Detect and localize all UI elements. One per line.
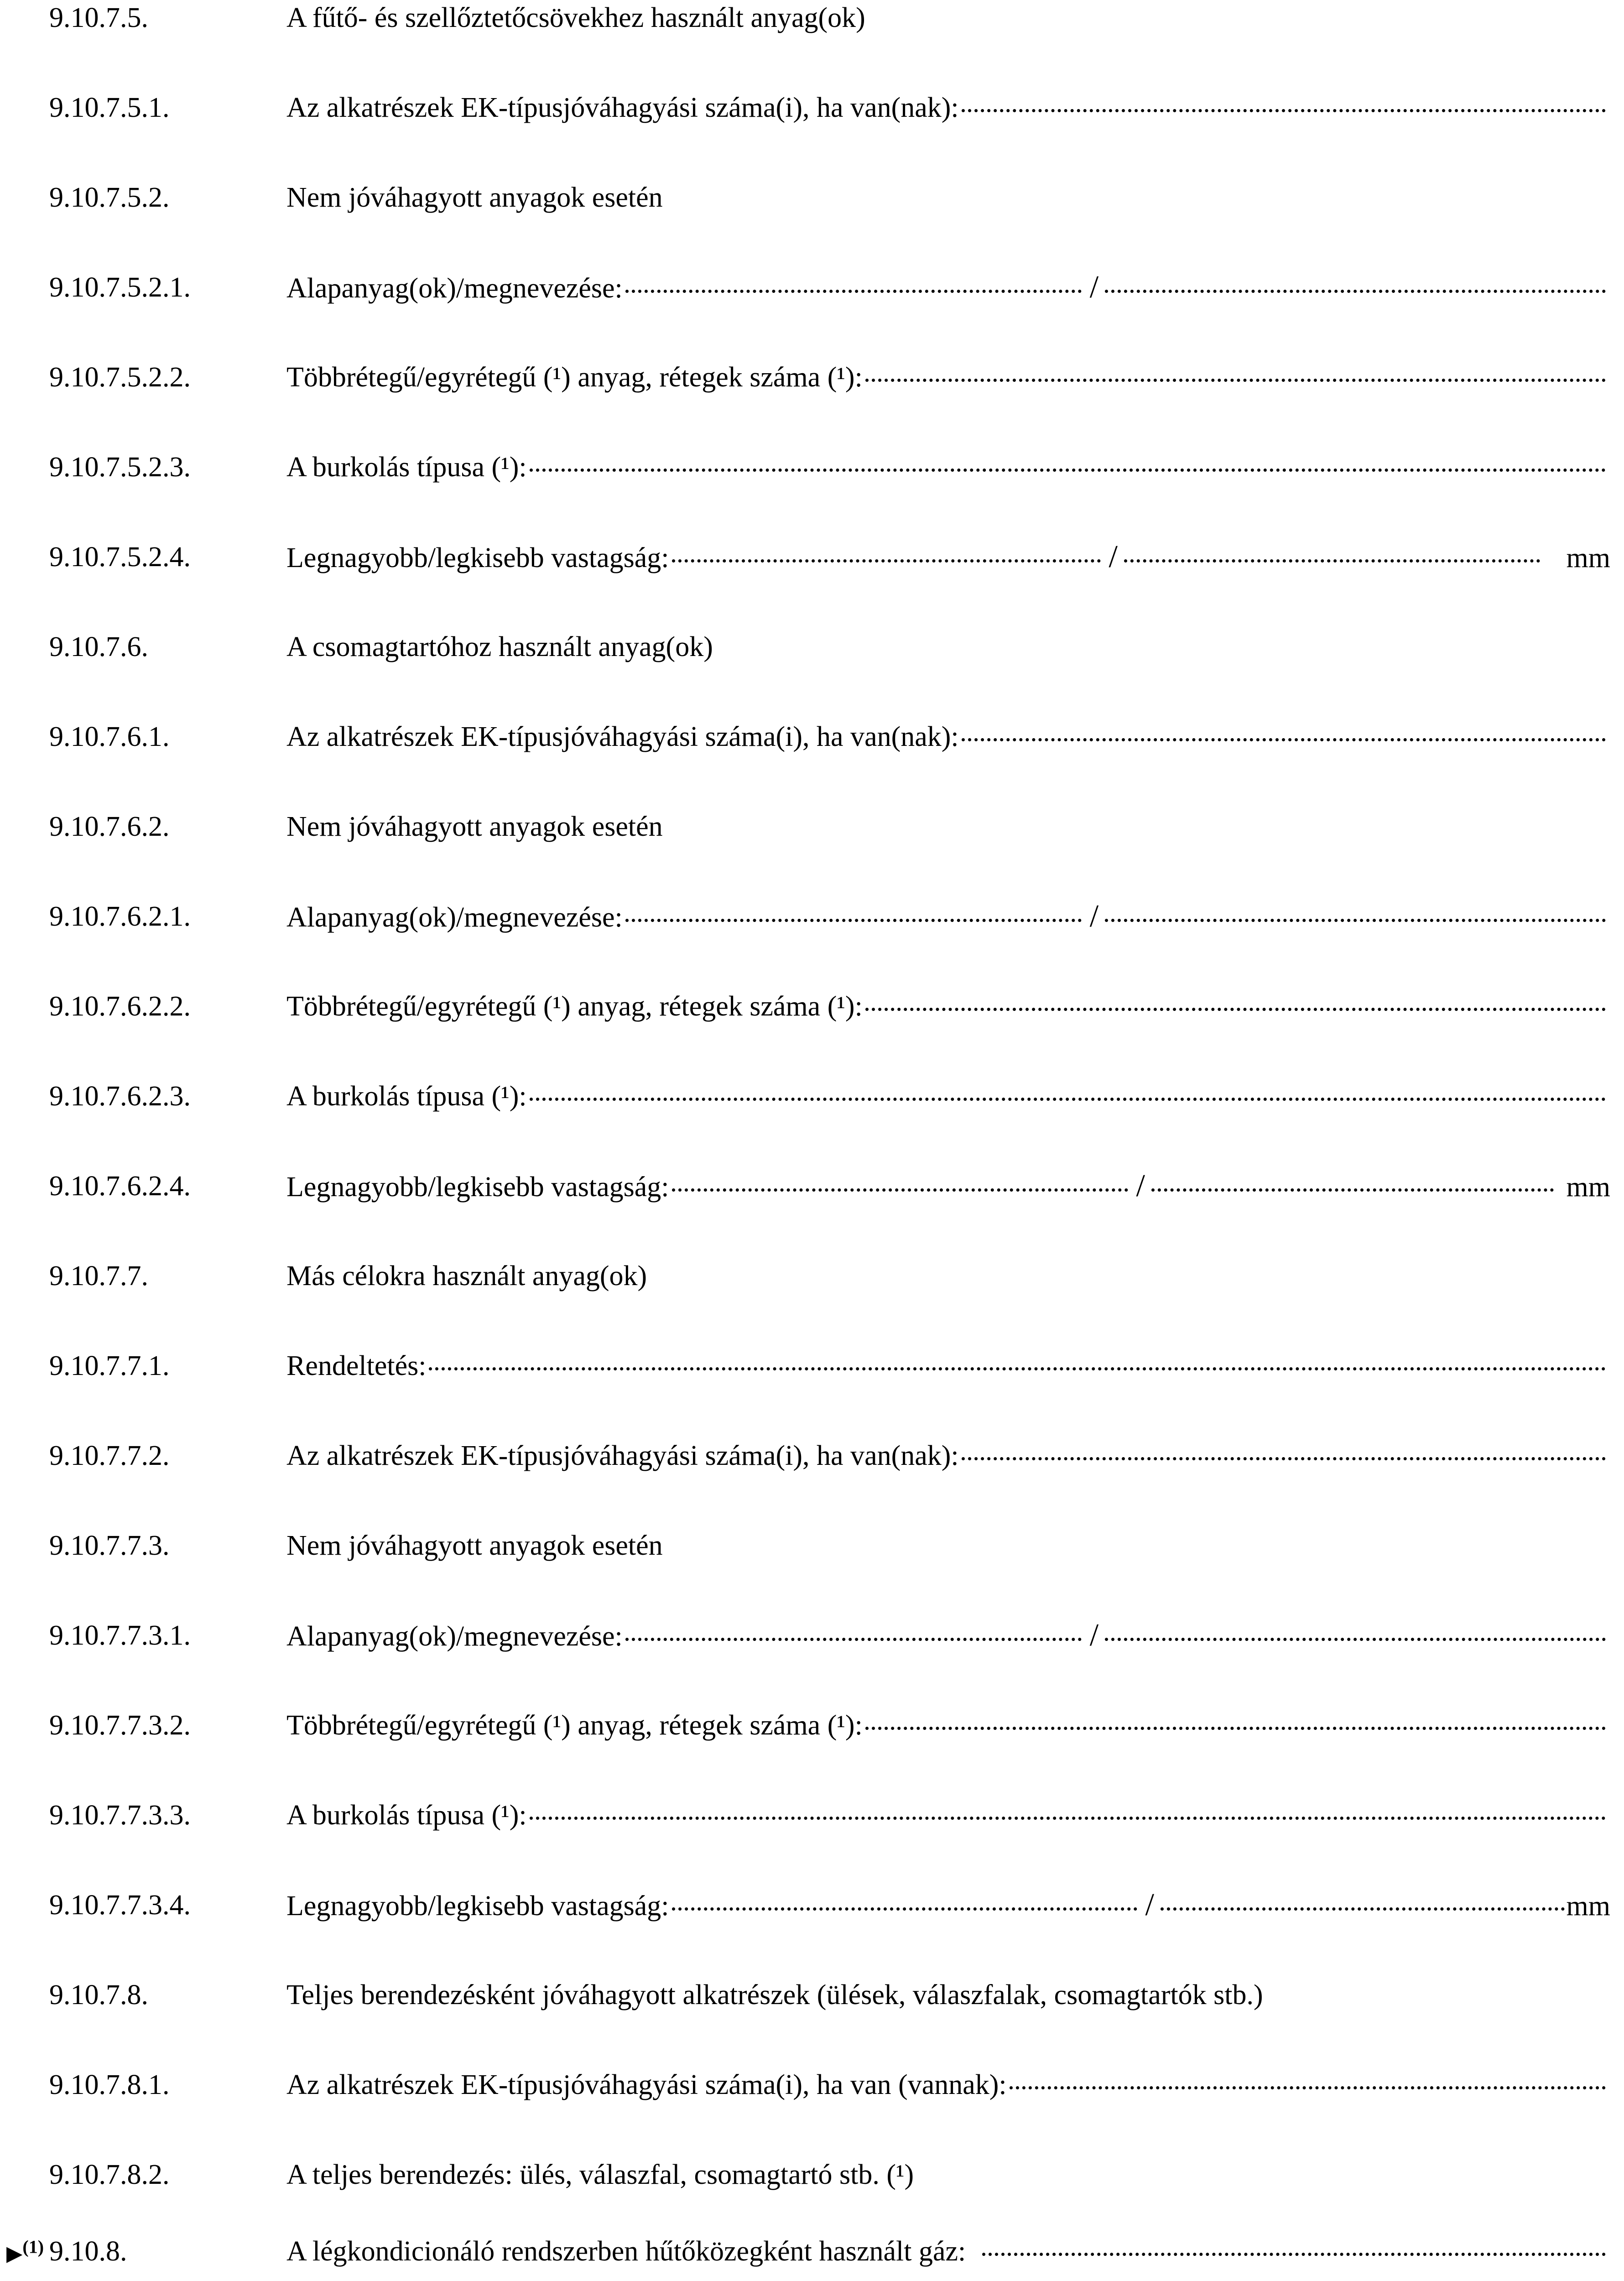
field-label: A burkolás típusa (¹): — [286, 452, 527, 483]
field-label: A légkondicionáló rendszerben hűtőközegként használt gáz: — [286, 2236, 966, 2267]
field-label: Rendeltetés: — [286, 1350, 427, 1381]
section-heading: Nem jóváhagyott anyagok esetén — [286, 1530, 663, 1561]
field-number: 9.10.7.5.1. — [49, 92, 170, 123]
fill-in-dotted-line[interactable] — [1151, 1188, 1554, 1192]
slash-separator: / — [1136, 1168, 1145, 1203]
fill-in-dotted-line[interactable] — [962, 1457, 1606, 1460]
slash-separator: / — [1109, 539, 1118, 574]
field-label: Az alkatrészek EK-típusjóváhagyási száma(i), ha van(nak): — [286, 92, 959, 123]
fill-in-dotted-line[interactable] — [625, 1638, 1082, 1641]
slash-separator: / — [1089, 899, 1099, 934]
field-number: 9.10.7.7.2. — [49, 1440, 170, 1471]
fill-in-dotted-line[interactable] — [865, 1727, 1606, 1730]
section-heading: A teljes berendezés: ülés, válaszfal, csomagtartó stb. (¹) — [286, 2159, 914, 2190]
unit-label: mm — [1566, 1890, 1610, 1922]
unit-label: mm — [1566, 542, 1610, 573]
field-number: 9.10.7.6.2.2. — [49, 991, 191, 1022]
unit-label: mm — [1566, 1172, 1610, 1203]
field-number: 9.10.7.7.3.2. — [49, 1710, 191, 1741]
section-heading: Nem jóváhagyott anyagok esetén — [286, 811, 663, 842]
field-number: 9.10.7.8.1. — [49, 2069, 170, 2100]
section-number: 9.10.7.6.2. — [49, 811, 170, 842]
section-heading: Nem jóváhagyott anyagok esetén — [286, 182, 663, 213]
fill-in-dotted-line[interactable] — [672, 1907, 1137, 1911]
fill-in-dotted-line[interactable] — [962, 109, 1606, 112]
field-number: 9.10.7.6.2.1. — [49, 901, 191, 932]
field-label: Legnagyobb/legkisebb vastagság: — [286, 1890, 669, 1922]
fill-in-dotted-line[interactable] — [962, 738, 1606, 741]
field-number: 9.10.7.7.3.3. — [49, 1800, 191, 1831]
field-label: A burkolás típusa (¹): — [286, 1800, 527, 1831]
fill-in-dotted-line[interactable] — [1161, 1907, 1565, 1911]
fill-in-dotted-line[interactable] — [982, 2253, 1606, 2256]
slash-separator: / — [1145, 1887, 1154, 1922]
fill-in-dotted-line[interactable] — [1105, 1638, 1606, 1641]
section-heading: Teljes berendezésként jóváhagyott alkatrészek (ülések, válaszfalak, csomagtartók stb.) — [286, 1979, 1263, 2010]
fill-in-dotted-line[interactable] — [1105, 919, 1606, 922]
fill-in-dotted-line[interactable] — [625, 290, 1082, 293]
fill-in-dotted-line[interactable] — [625, 919, 1082, 922]
field-number: 9.10.7.5.2.4. — [49, 542, 191, 573]
fill-in-dotted-line[interactable] — [865, 1008, 1606, 1011]
fill-in-dotted-line[interactable] — [530, 1817, 1606, 1820]
section-number: 9.10.7.7. — [49, 1260, 148, 1292]
field-number: 9.10.7.5.2.2. — [49, 362, 191, 393]
field-number: 9.10.8. — [49, 2236, 127, 2267]
section-number: 9.10.7.8.2. — [49, 2159, 170, 2190]
fill-in-dotted-line[interactable] — [429, 1367, 1606, 1370]
right-pointing-triangle-icon: ▶ — [6, 2241, 23, 2265]
section-number: 9.10.7.5. — [49, 2, 148, 33]
fill-in-dotted-line[interactable] — [530, 469, 1606, 472]
field-number: 9.10.7.6.2.3. — [49, 1081, 191, 1112]
field-number: 9.10.7.7.3.4. — [49, 1890, 191, 1921]
field-label: Többrétegű/egyrétegű (¹) anyag, rétegek száma (¹): — [286, 362, 863, 393]
field-number: 9.10.7.6.1. — [49, 721, 170, 752]
section-heading: Más célokra használt anyag(ok) — [286, 1260, 647, 1292]
fill-in-dotted-line[interactable] — [1010, 2086, 1606, 2089]
field-label: Legnagyobb/legkisebb vastagság: — [286, 1172, 669, 1203]
slash-separator: / — [1089, 270, 1099, 305]
field-label: Alapanyag(ok)/megnevezése: — [286, 273, 623, 304]
section-heading: A csomagtartóhoz használt anyag(ok) — [286, 631, 713, 662]
field-number: 9.10.7.5.2.1. — [49, 272, 191, 303]
fill-in-dotted-line[interactable] — [1124, 559, 1540, 562]
field-number: 9.10.7.5.2.3. — [49, 452, 191, 483]
fill-in-dotted-line[interactable] — [530, 1098, 1606, 1101]
field-label: Többrétegű/egyrétegű (¹) anyag, rétegek száma (¹): — [286, 1710, 863, 1741]
fill-in-dotted-line[interactable] — [1105, 290, 1606, 293]
field-number: 9.10.7.7.1. — [49, 1350, 170, 1381]
footnote-ref: (1) — [22, 2236, 44, 2257]
field-label: Többrétegű/egyrétegű (¹) anyag, rétegek száma (¹): — [286, 991, 863, 1022]
field-label: A burkolás típusa (¹): — [286, 1081, 527, 1112]
field-label: Alapanyag(ok)/megnevezése: — [286, 1621, 623, 1652]
field-number: 9.10.7.7.3.1. — [49, 1620, 191, 1651]
field-label: Legnagyobb/legkisebb vastagság: — [286, 542, 669, 573]
field-label: Az alkatrészek EK-típusjóváhagyási száma(i), ha van(nak): — [286, 721, 959, 752]
section-number: 9.10.7.6. — [49, 631, 148, 662]
field-label: Az alkatrészek EK-típusjóváhagyási száma(i), ha van(nak): — [286, 1440, 959, 1471]
fill-in-dotted-line[interactable] — [672, 1188, 1128, 1192]
slash-separator: / — [1089, 1618, 1099, 1653]
fill-in-dotted-line[interactable] — [672, 559, 1101, 562]
field-label: Alapanyag(ok)/megnevezése: — [286, 902, 623, 933]
section-number: 9.10.7.5.2. — [49, 182, 170, 213]
amendment-start-marker — [6, 2238, 44, 2268]
fill-in-dotted-line[interactable] — [865, 379, 1606, 382]
field-label: Az alkatrészek EK-típusjóváhagyási száma(i), ha van (vannak): — [286, 2069, 1007, 2100]
section-number: 9.10.7.7.3. — [49, 1530, 170, 1561]
section-number: 9.10.7.8. — [49, 1979, 148, 2010]
section-heading: A fűtő- és szellőztetőcsövekhez használt anyag(ok) — [286, 2, 865, 33]
field-number: 9.10.7.6.2.4. — [49, 1171, 191, 1202]
